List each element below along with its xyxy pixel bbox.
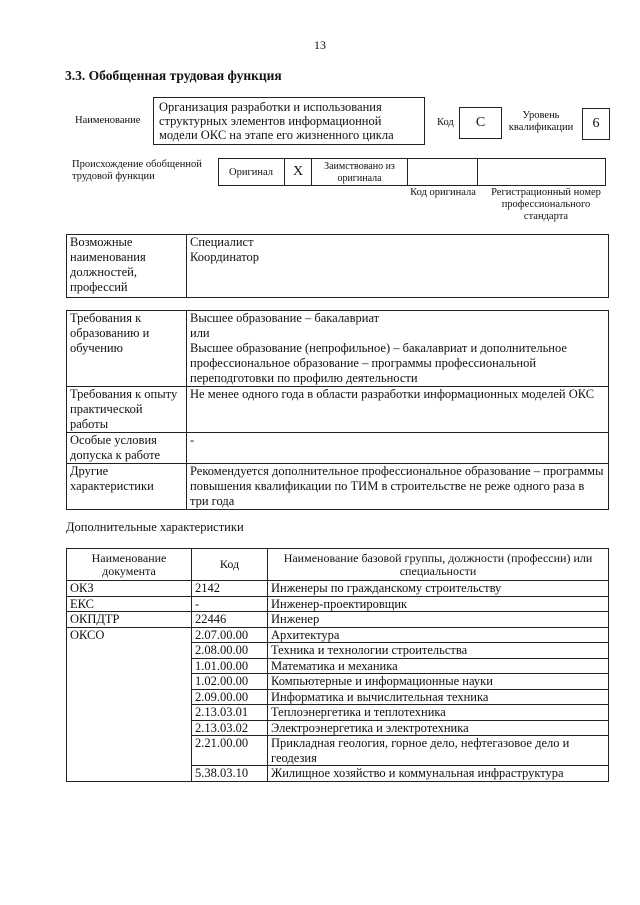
code-caption: Код оригинала	[410, 187, 476, 198]
borrowed-label: Заимствовано из оригинала	[312, 159, 408, 186]
row-name: Прикладная геология, горное дело, нефтегазовое дело и геодезия	[268, 736, 609, 766]
row-name: Архитектура	[268, 627, 609, 643]
req-label: Требования к образованию и обучению	[67, 311, 187, 387]
row-code: 2.13.03.02	[192, 720, 268, 736]
row-name: Математика и механика	[268, 658, 609, 674]
additional-table	[66, 548, 609, 782]
name-label: Наименование	[75, 115, 141, 126]
reg-caption: Регистрационный номер профессионального стандарта	[491, 187, 601, 222]
req-value	[187, 387, 609, 433]
row-code: 2.13.03.01	[192, 705, 268, 721]
row-doc: ЕКС	[67, 596, 192, 612]
origin-table	[218, 158, 606, 186]
additional-title: Дополнительные характеристики	[66, 520, 244, 534]
req-line: Рекомендуется дополнительное профессиональное образование – программы повышения квалификации по ТИМ в строительстве не реже одного раза в три года	[190, 464, 604, 508]
row-code: 22446	[192, 612, 268, 628]
level-label: Уровень квалификации	[508, 110, 574, 133]
level-value: 6	[592, 116, 600, 131]
level-value-box	[582, 108, 610, 140]
code-value: С	[475, 115, 486, 130]
row-code: 1.01.00.00	[192, 658, 268, 674]
row-code: 2142	[192, 581, 268, 597]
row-name: Компьютерные и информационные науки	[268, 674, 609, 690]
req-value	[187, 433, 609, 464]
row-name: Инженеры по гражданскому строительству	[268, 581, 609, 597]
positions-values	[187, 235, 609, 298]
table-row	[67, 612, 609, 628]
row-name: Техника и технологии строительства	[268, 643, 609, 659]
row-code: 2.21.00.00	[192, 736, 268, 766]
table-row	[67, 596, 609, 612]
code-value-box	[459, 107, 502, 139]
req-label: Особые условия допуска к работе	[67, 433, 187, 464]
req-label: Другие характеристики	[67, 464, 187, 510]
row-code: 2.07.00.00	[192, 627, 268, 643]
original-mark: X	[285, 159, 312, 186]
req-line: -	[190, 433, 195, 447]
req-label: Требования к опыту практической работы	[67, 387, 187, 433]
table-row	[67, 581, 609, 597]
req-value	[187, 311, 609, 387]
function-name-box	[153, 97, 425, 145]
registration-number-cell	[478, 159, 606, 186]
origin-label: Происхождение обобщенной трудовой функции	[72, 159, 202, 182]
section-title: 3.3. Обобщенная трудовая функция	[65, 68, 282, 83]
row-code: -	[192, 596, 268, 612]
req-line: Не менее одного года в области разработки информационных моделей ОКС	[190, 387, 595, 401]
code-label: Код	[437, 117, 454, 128]
row-code: 2.09.00.00	[192, 689, 268, 705]
req-line: Высшее образование – бакалавриат	[190, 311, 380, 325]
requirements-table	[66, 310, 609, 510]
positions-table	[66, 234, 609, 298]
positions-label: Возможные наименования должностей, профессий	[67, 235, 187, 298]
row-name: Инженер-проектировщик	[268, 596, 609, 612]
row-code: 5.38.03.10	[192, 766, 268, 782]
header-name: Наименование базовой группы, должности (профессии) или специальности	[268, 549, 609, 581]
row-code: 1.02.00.00	[192, 674, 268, 690]
page-number: 13	[314, 38, 326, 52]
header-code: Код	[192, 549, 268, 581]
row-doc: ОКСО	[67, 627, 192, 781]
row-doc: ОКЗ	[67, 581, 192, 597]
function-name: Организация разработки и использования структурных элементов информационной модели ОКС на этапе его жизненного цикла	[159, 100, 394, 142]
row-name: Информатика и вычислительная техника	[268, 689, 609, 705]
original-label: Оригинал	[219, 159, 285, 186]
row-name: Жилищное хозяйство и коммунальная инфраструктура	[268, 766, 609, 782]
borrowed-code-cell	[408, 159, 478, 186]
position-item: Специалист	[190, 235, 254, 249]
row-code: 2.08.00.00	[192, 643, 268, 659]
row-name: Инженер	[268, 612, 609, 628]
position-item: Координатор	[190, 250, 260, 264]
row-name: Теплоэнергетика и теплотехника	[268, 705, 609, 721]
row-doc: ОКПДТР	[67, 612, 192, 628]
row-name: Электроэнергетика и электротехника	[268, 720, 609, 736]
header-document: Наименование документа	[67, 549, 192, 581]
req-line: Высшее образование (непрофильное) – бакалавриат и дополнительное профессиональное образование – программы профессиональной переподготовки по профилю деятельности	[190, 341, 567, 385]
table-row	[67, 627, 609, 643]
req-value	[187, 464, 609, 510]
req-line: или	[190, 326, 210, 340]
